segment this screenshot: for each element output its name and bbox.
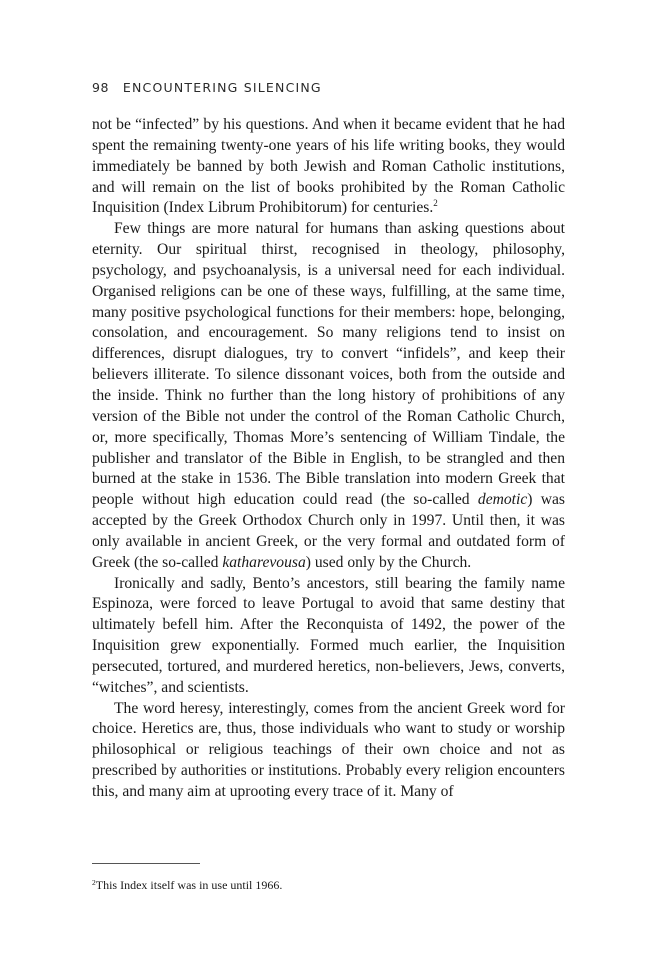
footnote-text: This Index itself was in use until 1966. bbox=[95, 878, 283, 892]
paragraph-text: ) used only by the Church. bbox=[305, 553, 472, 571]
paragraph-text: not be “infected” by his questions. And when it became evident that he had spent the remaining twenty-one years of his life writing books, they would immediately be banned by both Jewish and Roman Catholic institutions, and will remain on the list of books prohibited by the Roman Catholic Inquisition (Index Librum Prohibitorum) for centuries. bbox=[92, 116, 565, 217]
page-number: 98 bbox=[92, 80, 109, 95]
running-header bbox=[92, 80, 322, 95]
italic-term: katharevousa bbox=[222, 553, 306, 571]
footnote-divider bbox=[92, 863, 200, 864]
italic-term: demotic bbox=[477, 491, 528, 509]
paragraph bbox=[92, 219, 565, 573]
paragraph-text: Ironically and sadly, Bento’s ancestors, still bearing the family name Espinoza, were forced to leave Portugal to avoid that same destiny that ultimately befell him. After the Reconquista of 1492, the power of the Inquisition grew exponentially. Formed much earlier, the Inquisition persecuted, tortured, and murdered heretics, non-believers, Jews, converts, “witches”, and scientists. bbox=[92, 574, 565, 696]
running-title: ENCOUNTERING SILENCING bbox=[122, 80, 322, 95]
paragraph bbox=[92, 699, 565, 803]
paragraph-text: Few things are more natural for humans than asking questions about eternity. Our spiritual thirst, recognised in theology, philosophy, psychology, and psychoanalysis, is a universal need for each individual. Organised religions can be one of these ways, fulfilling, at the same time, many positive psychological functions for their members: hope, belonging, consolation, and encouragement. So many religions tend to insist on differences, disrupt dialogues, try to convert “infidels”, and keep their believers illiterate. To silence dissonant voices, both from the outside and the inside. Think no further than the long history of prohibitions of any version of the Bible not under the control of the Roman Catholic Church, or, more specifically, Thomas More’s sentencing of William Tindale, the publisher and translator of the Bible in English, to be strangled and then burned at the stake in 1536. The Bible translation into modern Greek that people without high education could read (the so-called bbox=[92, 220, 565, 509]
paragraph-text: The word heresy, interestingly, comes from the ancient Greek word for choice. Heretics are, thus, those individuals who want to study or worship philosophical or religious teachings of their own choice and not as prescribed by authorities or institutions. Probably every religion encounters this, and many aim at uprooting every trace of it. Many of bbox=[92, 699, 565, 800]
body-text bbox=[92, 115, 565, 803]
paragraph bbox=[92, 115, 565, 219]
paragraph bbox=[92, 574, 565, 699]
footnote-reference: 2 bbox=[433, 198, 438, 209]
paragraph-text: ) was accepted by the Greek Orthodox Church only in 1997. Until then, it was only available in ancient Greek, or the very formal and outdated form of Greek (the so-called bbox=[92, 491, 566, 571]
footnote bbox=[92, 877, 565, 893]
footnote-marker: 2 bbox=[92, 878, 96, 887]
